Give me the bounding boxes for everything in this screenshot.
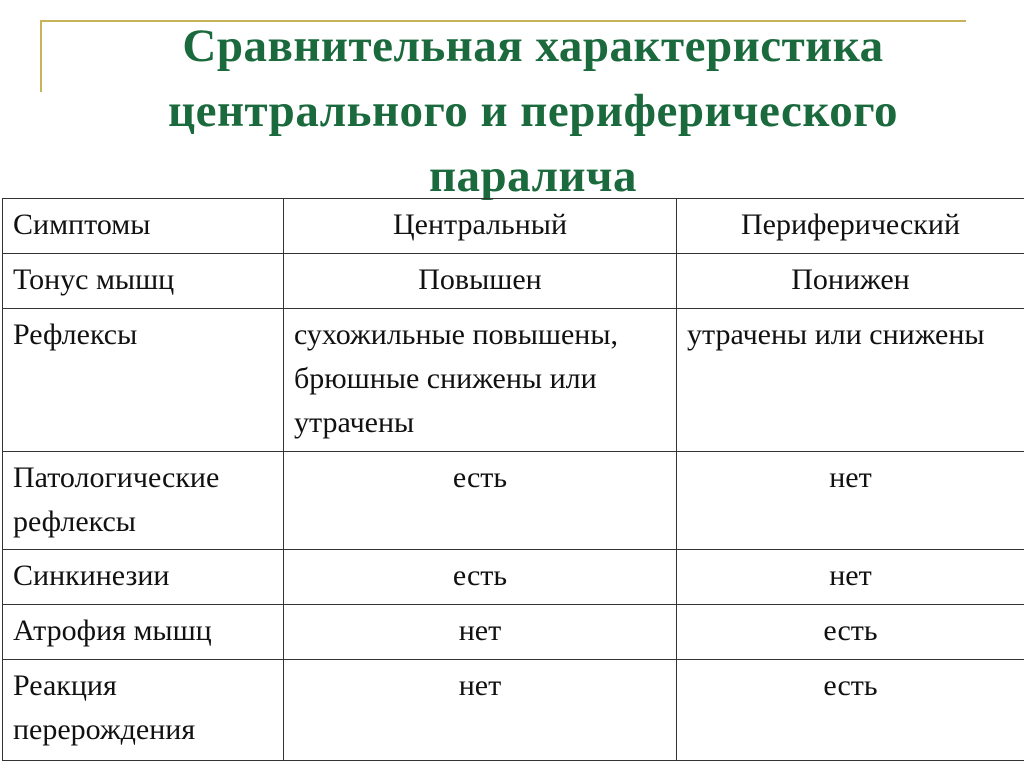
cell-symptom: Атрофия мышц: [3, 605, 284, 660]
cell-central: Повышен: [284, 254, 677, 309]
cell-symptom: Синкинезии: [3, 550, 284, 605]
cell-peripheral: есть: [677, 605, 1024, 660]
cell-symptom: Реакция перерождения: [3, 660, 284, 761]
table-row: [3, 550, 1024, 605]
table-row: [3, 660, 1024, 761]
cell-peripheral: Понижен: [677, 254, 1024, 309]
cell-peripheral: утрачены или снижены: [677, 309, 1024, 452]
cell-peripheral: нет: [677, 452, 1024, 550]
cell-central: нет: [284, 660, 677, 761]
comparison-table: [2, 198, 1024, 761]
cell-central: есть: [284, 550, 677, 605]
table-row: [3, 605, 1024, 660]
slide-frame-left-line: [40, 20, 42, 92]
table-header-row: [3, 199, 1024, 254]
table-row: [3, 309, 1024, 452]
header-central: Центральный: [284, 199, 677, 254]
title-line-1: Сравнительная характеристика: [182, 20, 884, 72]
table-row: [3, 254, 1024, 309]
cell-peripheral: нет: [677, 550, 1024, 605]
cell-central: сухожильные повышены, брюшные снижены или утрачены: [284, 309, 677, 452]
title-line-2: центрального и периферического: [168, 85, 898, 137]
cell-central: нет: [284, 605, 677, 660]
header-symptoms: Симптомы: [3, 199, 284, 254]
cell-symptom: Рефлексы: [3, 309, 284, 452]
table-row: [3, 452, 1024, 550]
cell-central: есть: [284, 452, 677, 550]
header-peripheral: Периферический: [677, 199, 1024, 254]
cell-peripheral: есть: [677, 660, 1024, 761]
cell-symptom: Патологические рефлексы: [3, 452, 284, 550]
cell-symptom: Тонус мышц: [3, 254, 284, 309]
title-line-3: паралича: [428, 150, 638, 200]
slide-title: [60, 14, 1006, 200]
